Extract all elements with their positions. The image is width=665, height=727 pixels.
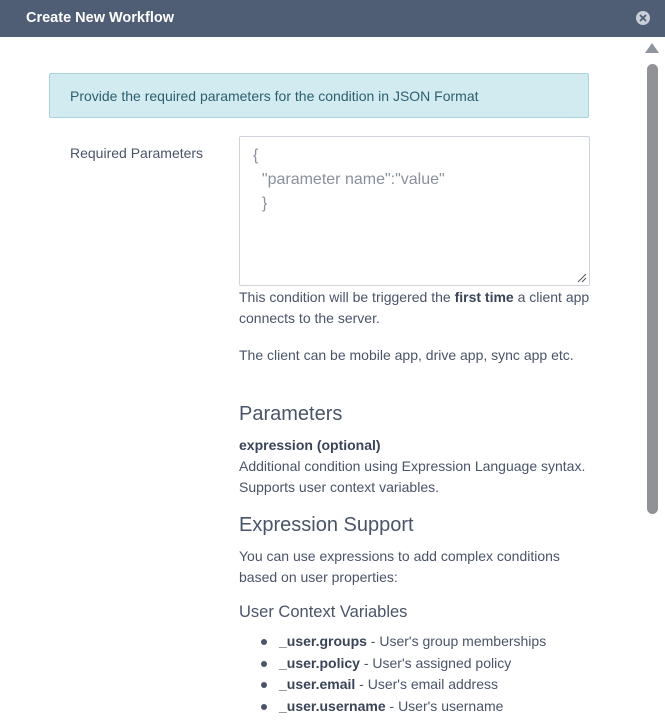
dialog-title: Create New Workflow [26,10,174,26]
expression-description: You can use expressions to add complex conditions based on user properties: [239,548,560,585]
variable-description: - User's group memberships [366,633,547,649]
bullet-icon [261,661,267,667]
parameters-heading: Parameters [239,403,343,425]
close-icon[interactable] [636,11,650,25]
trigger-text-prefix: This condition will be triggered the [239,289,455,305]
trigger-text-bold: first time [454,289,514,305]
variable-description: - User's assigned policy [359,654,512,671]
list-item [259,674,546,696]
variable-name: _user.username [279,697,386,714]
info-banner [49,73,589,118]
variable-name: _user.groups [279,633,367,649]
bullet-icon [261,704,267,710]
dialog-titlebar [0,0,665,37]
trigger-description [239,287,599,329]
info-banner-text: Provide the required parameters for the condition in JSON Format [70,88,479,104]
variable-description: - User's username [385,697,504,714]
placeholder-line-2: "parameter name":"value" [253,171,445,188]
user-context-variable-list [259,631,546,717]
required-parameters-label: Required Parameters [70,145,204,161]
variable-name: _user.policy [279,654,360,671]
trigger-text-suffix: a client app connects to the server. [239,289,590,326]
required-parameters-textarea[interactable] [239,136,590,286]
variable-description: - User's email address [355,676,498,692]
list-item [259,653,546,675]
scrollbar-thumb[interactable] [647,64,658,514]
placeholder-line-1: { [253,147,259,164]
expression-support-heading: Expression Support [239,514,414,536]
placeholder-line-3: } [253,195,268,212]
scroll-up-arrow-icon[interactable] [645,43,659,53]
bullet-icon [261,682,267,688]
client-description: The client can be mobile app, drive app, sync app etc. [239,347,574,363]
variable-name: _user.email [279,676,356,692]
parameter-description: Additional condition using Expression Language syntax. Supports user context variables. [239,458,586,495]
parameter-name-text: expression (optional) [239,437,381,453]
bullet-icon [261,639,267,645]
user-context-heading: User Context Variables [239,603,408,621]
scrollbar[interactable] [643,40,661,727]
resize-grip-icon[interactable] [577,273,587,283]
list-item [259,696,546,718]
list-item [259,631,546,653]
parameter-name [239,435,599,456]
